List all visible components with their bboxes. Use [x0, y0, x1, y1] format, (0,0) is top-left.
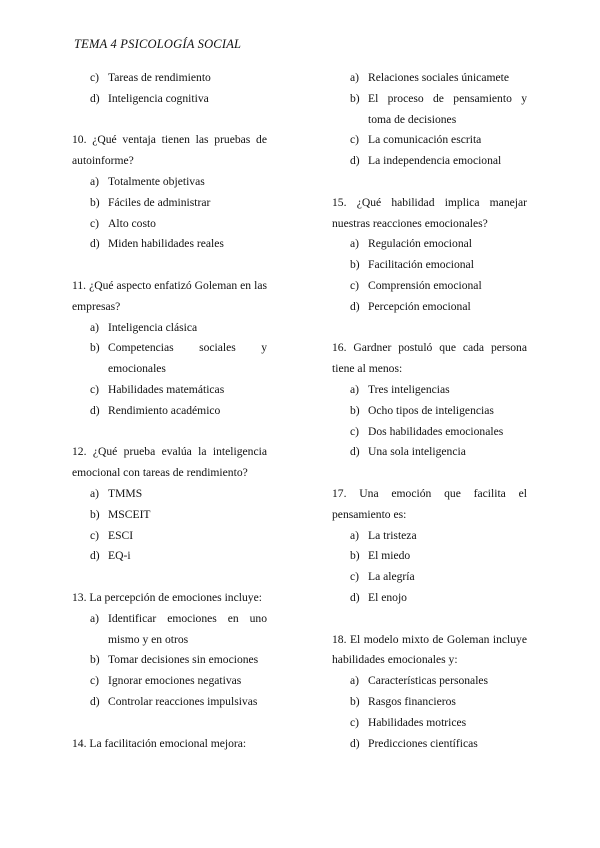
- option-list: [72, 172, 267, 255]
- answer-option: [332, 422, 527, 443]
- answer-option: [72, 505, 267, 526]
- option-text: Tres inteligencias: [368, 382, 450, 396]
- question-block: [332, 484, 527, 609]
- option-text: ESCI: [108, 528, 134, 542]
- question-stem: 16. Gardner postuló que cada persona tiene al menos:: [332, 341, 527, 376]
- answer-option: [332, 734, 527, 755]
- answer-option: [332, 567, 527, 588]
- option-letter: c): [90, 528, 100, 542]
- answer-option: [72, 401, 267, 422]
- page-header: TEMA 4 PSICOLOGÍA SOCIAL: [74, 37, 242, 51]
- option-letter: d): [350, 154, 360, 168]
- option-text: Percepción emocional: [368, 299, 471, 313]
- question-block: [72, 68, 267, 110]
- question-stem: 11. ¿Qué aspecto enfatizó Goleman en las empresas?: [72, 278, 267, 313]
- question-block: [72, 734, 267, 755]
- option-list: [332, 234, 527, 317]
- option-letter: b): [350, 694, 360, 708]
- answer-option: [332, 68, 527, 89]
- answer-option: [72, 526, 267, 547]
- question-stem: 13. La percepción de emociones incluye:: [72, 590, 262, 604]
- question-block: [332, 338, 527, 463]
- question-stem: 15. ¿Qué habilidad implica manejar nuestras reacciones emocionales?: [332, 195, 527, 230]
- option-list: [72, 318, 267, 422]
- option-letter: b): [90, 341, 100, 355]
- option-letter: d): [90, 403, 100, 417]
- left-column: [72, 68, 267, 754]
- option-letter: a): [350, 674, 360, 688]
- question-block: [72, 276, 267, 422]
- option-letter: b): [350, 258, 360, 272]
- option-text: Dos habilidades emocionales: [368, 424, 504, 438]
- option-letter: a): [90, 611, 100, 625]
- answer-option: [332, 234, 527, 255]
- option-letter: c): [350, 278, 360, 292]
- option-text: Competencias sociales y emocionales: [108, 341, 267, 376]
- right-column: [332, 68, 527, 754]
- option-letter: c): [90, 71, 100, 84]
- answer-option: [332, 276, 527, 297]
- option-letter: d): [350, 445, 360, 459]
- option-text: Ocho tipos de inteligencias: [368, 403, 494, 417]
- option-letter: c): [350, 133, 360, 147]
- answer-option: [72, 650, 267, 671]
- answer-option: [332, 588, 527, 609]
- option-letter: b): [350, 91, 360, 105]
- option-text: Tomar decisiones sin emociones: [108, 653, 259, 667]
- option-text: El miedo: [368, 549, 411, 563]
- question-stem: 18. El modelo mixto de Goleman incluye habilidades emocionales y:: [332, 632, 527, 667]
- answer-option: [72, 671, 267, 692]
- option-text: Relaciones sociales únicamete: [368, 71, 509, 84]
- question-block: [72, 588, 267, 713]
- question-stem: 17. Una emoción que facilita el pensamiento es:: [332, 486, 527, 521]
- option-text: El proceso de pensamiento y toma de decisiones: [368, 91, 527, 126]
- answer-option: [72, 338, 267, 380]
- option-text: TMMS: [108, 486, 143, 500]
- question-stem: 12. ¿Qué prueba evalúa la inteligencia emocional con tareas de rendimiento?: [72, 445, 267, 480]
- option-text: El enojo: [368, 590, 407, 604]
- answer-option: [332, 546, 527, 567]
- answer-option: [72, 234, 267, 255]
- answer-option: [332, 297, 527, 318]
- option-letter: b): [90, 653, 100, 667]
- option-list: [332, 68, 527, 172]
- option-letter: d): [350, 299, 360, 313]
- option-letter: d): [350, 590, 360, 604]
- option-letter: c): [350, 570, 360, 584]
- answer-option: [332, 380, 527, 401]
- option-text: Rasgos financieros: [368, 694, 456, 708]
- question-stem: 14. La facilitación emocional mejora:: [72, 736, 247, 750]
- answer-option: [72, 68, 267, 89]
- answer-option: [332, 671, 527, 692]
- option-letter: c): [90, 674, 100, 688]
- option-letter: c): [350, 424, 360, 438]
- answer-option: [72, 484, 267, 505]
- option-text: Controlar reacciones impulsivas: [108, 694, 258, 708]
- option-letter: c): [90, 216, 100, 230]
- answer-option: [332, 713, 527, 734]
- option-text: Inteligencia cognitiva: [108, 91, 209, 105]
- option-text: EQ-i: [108, 549, 131, 563]
- option-letter: a): [350, 528, 360, 542]
- option-text: La independencia emocional: [368, 154, 502, 168]
- question-stem: 10. ¿Qué ventaja tienen las pruebas de autoinforme?: [72, 133, 267, 168]
- option-letter: d): [90, 549, 100, 563]
- option-list: [332, 380, 527, 463]
- answer-option: [72, 89, 267, 110]
- option-text: La alegría: [368, 570, 415, 584]
- option-letter: a): [90, 486, 100, 500]
- option-text: Comprensión emocional: [368, 278, 482, 292]
- option-letter: d): [90, 694, 100, 708]
- answer-option: [332, 401, 527, 422]
- option-text: Fáciles de administrar: [108, 195, 211, 209]
- option-letter: d): [90, 91, 100, 105]
- option-text: Identificar emociones en uno mismo y en otros: [108, 611, 267, 646]
- option-text: Alto costo: [108, 216, 156, 230]
- option-letter: b): [350, 549, 360, 563]
- option-letter: a): [350, 382, 360, 396]
- answer-option: [72, 609, 267, 651]
- option-list: [72, 609, 267, 713]
- option-list: [332, 526, 527, 609]
- option-list: [72, 68, 267, 110]
- option-text: La comunicación escrita: [368, 133, 482, 147]
- answer-option: [72, 380, 267, 401]
- option-text: Características personales: [368, 674, 489, 688]
- answer-option: [72, 193, 267, 214]
- option-letter: a): [350, 71, 360, 84]
- option-letter: c): [350, 715, 360, 729]
- option-letter: b): [90, 507, 100, 521]
- option-text: La tristeza: [368, 528, 417, 542]
- answer-option: [332, 130, 527, 151]
- question-block: [72, 130, 267, 255]
- question-block: [332, 630, 527, 755]
- option-letter: b): [350, 403, 360, 417]
- answer-option: [72, 692, 267, 713]
- answer-option: [332, 255, 527, 276]
- question-block: [72, 442, 267, 567]
- answer-option: [332, 526, 527, 547]
- option-text: Totalmente objetivas: [108, 174, 205, 188]
- option-list: [72, 484, 267, 567]
- option-text: Rendimiento académico: [108, 403, 221, 417]
- answer-option: [72, 172, 267, 193]
- option-letter: a): [90, 174, 100, 188]
- answer-option: [72, 214, 267, 235]
- answer-option: [332, 89, 527, 131]
- option-text: Facilitación emocional: [368, 258, 474, 272]
- answer-option: [332, 442, 527, 463]
- option-text: Una sola inteligencia: [368, 445, 466, 459]
- option-text: Ignorar emociones negativas: [108, 674, 242, 688]
- option-letter: a): [90, 320, 100, 334]
- option-letter: d): [90, 237, 100, 251]
- option-list: [332, 671, 527, 754]
- option-text: MSCEIT: [108, 507, 151, 521]
- option-text: Miden habilidades reales: [108, 237, 224, 251]
- option-text: Predicciones científicas: [368, 736, 478, 750]
- option-letter: d): [350, 736, 360, 750]
- question-block: [332, 68, 527, 172]
- option-letter: c): [90, 382, 100, 396]
- question-block: [332, 193, 527, 318]
- option-letter: a): [350, 237, 360, 251]
- answer-option: [72, 546, 267, 567]
- option-text: Habilidades matemáticas: [108, 382, 225, 396]
- option-text: Inteligencia clásica: [108, 320, 198, 334]
- answer-option: [332, 151, 527, 172]
- option-text: Regulación emocional: [368, 237, 472, 251]
- option-text: Habilidades motrices: [368, 715, 467, 729]
- option-text: Tareas de rendimiento: [108, 71, 211, 84]
- answer-option: [332, 692, 527, 713]
- option-letter: b): [90, 195, 100, 209]
- answer-option: [72, 318, 267, 339]
